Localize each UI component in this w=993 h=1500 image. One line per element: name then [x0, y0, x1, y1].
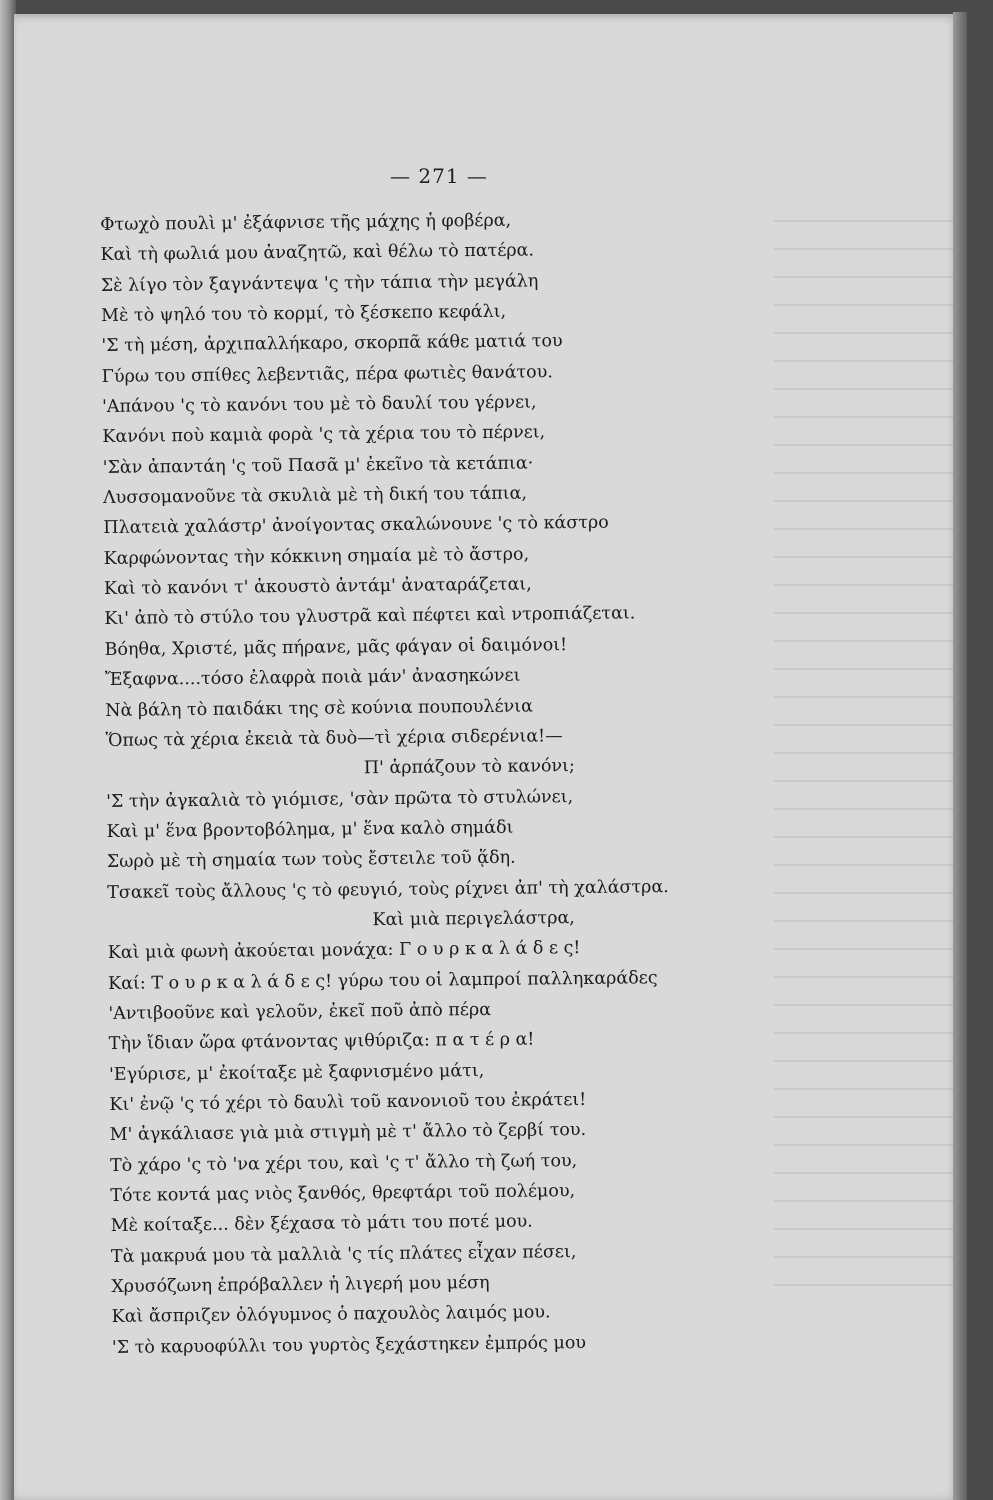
poem-line: Τὸ χάρο 'ς τὸ 'να χέρι του, καὶ 'ς τ' ἄλλο τὴ ζωή του,: [109, 1150, 578, 1176]
poem-line: Τσακεῖ τοὺς ἄλλους 'ς τὸ φευγιό, τοὺς ρίχνει ἀπ' τὴ χαλάστρα.: [107, 876, 669, 903]
poem-line: Καὶ ἄσπριζεν ὁλόγυμνος ὁ παχουλὸς λαιμός μου.: [111, 1302, 551, 1328]
poem-text: [100, 203, 812, 1363]
poem-line: Μὲ τὸ ψηλό του τὸ κορμί, τὸ ξέσκεπο κεφάλι,: [101, 301, 507, 327]
poem-line: Νὰ βάλη τὸ παιδάκι της σὲ κούνια πουπουλένια: [105, 695, 534, 721]
poem-line: Τότε κοντά μας νιὸς ξανθός, θρεφτάρι τοῦ πολέμου,: [110, 1181, 576, 1206]
poem-line: Λυσσομανοῦνε τὰ σκυλιὰ μὲ τὴ δική του τάπια,: [102, 483, 528, 509]
poem-line: 'Σ τὴ μέση, ἀρχιπαλλήκαρο, σκορπᾶ κάθε ματιά του: [101, 331, 563, 357]
poem-line: Σὲ λίγο τὸν ξαγνάντεψα 'ς τὴν τάπια τὴν μεγάλη: [100, 271, 539, 296]
poem-line: 'Σ τὸ καρυοφύλλι του γυρτὸς ξεχάστηκεν ἐμπρός μου: [111, 1332, 587, 1358]
poem-line: Φτωχὸ πουλὶ μ' ἐξάφνισε τῆς μάχης ἡ φοβέρα,: [100, 210, 512, 235]
poem-line: Σωρὸ μὲ τὴ σημαία των τοὺς ἔστειλε τοῦ ᾅδη.: [106, 847, 516, 873]
poem-line: Τὴν ἴδιαν ὥρα φτάνοντας ψιθύριζα: π α τ έ ρ α!: [108, 1029, 535, 1055]
poem-line: Καρφώνοντας τὴν κόκκινη σημαία μὲ τὸ ἄστρο,: [103, 544, 530, 569]
poem-line: Καὶ μιὰ περιγελάστρα,: [372, 907, 575, 931]
poem-line: Πλατειὰ χαλάστρ' ἀνοίγοντας σκαλώνουνε 'ς τὸ κάστρο: [103, 513, 609, 539]
poem-line: Καὶ μιὰ φωνὴ ἀκούεται μονάχα: Γ ο υ ρ κ α λ ά δ ε ς!: [107, 938, 581, 964]
poem-line: Π' ἁρπάζουν τὸ κανόνι;: [363, 756, 575, 779]
poem-line: Καὶ τὴ φωλιά μου ἀναζητῶ, καὶ θέλω τὸ πατέρα.: [100, 240, 535, 266]
poem-line: Γύρω του σπίθες λεβεντιᾶς, πέρα φωτιὲς θανάτου.: [101, 361, 553, 387]
poem-line: 'Αντιβοοῦνε καὶ γελοῦν, ἐκεῖ ποῦ ἀπὸ πέρα: [108, 999, 492, 1024]
poem-line: Βόηθα, Χριστέ, μᾶς πήρανε, μᾶς φάγαν οἱ δαιμόνοι!: [104, 634, 568, 660]
book-page: [14, 14, 960, 1500]
poem-line: Χρυσόζωνη ἐπρόβαλλεν ἡ λιγερή μου μέση: [111, 1273, 490, 1297]
poem-line: 'Εγύρισε, μ' ἐκοίταξε μὲ ξαφνισμένο μάτι,: [108, 1060, 485, 1085]
poem-line: Κι' ἀπὸ τὸ στύλο του γλυστρᾶ καὶ πέφτει καὶ ντροπιάζεται.: [104, 603, 636, 630]
poem-line: Ὅπως τὰ χέρια ἐκειὰ τὰ δυὸ—τὶ χέρια σιδερένια!—: [105, 726, 563, 751]
poem-line: Μ' ἀγκάλιασε γιὰ μιὰ στιγμὴ μὲ τ' ἄλλο τὸ ζερβί του.: [109, 1120, 587, 1146]
poem-line: 'Απάνου 'ς τὸ κανόνι του μὲ τὸ δαυλί του γέρνει,: [101, 392, 537, 418]
poem-line: Καί: Τ ο υ ρ κ α λ ά δ ε ς! γύρω του οἱ λαμπροί παλληκαράδες: [107, 967, 658, 994]
poem-line: 'Σὰν ἀπαντάη 'ς τοῦ Πασᾶ μ' ἐκεῖνο τὰ κετάπια·: [102, 453, 534, 478]
poem-line: Μὲ κοίταξε... δὲν ξέχασα τὸ μάτι του ποτέ μου.: [110, 1211, 533, 1237]
poem-line: 'Σ τὴν ἀγκαλιὰ τὸ γιόμισε, 'σὰν πρῶτα τὸ στυλώνει,: [106, 786, 574, 812]
poem-line: Τὰ μακρυά μου τὰ μαλλιὰ 'ς τίς πλάτες εἶχαν πέσει,: [110, 1241, 577, 1267]
page-right-edge: [953, 12, 967, 1500]
page-number: — 271 —: [390, 164, 488, 188]
poem-line: Κανόνι ποὺ καμιὰ φορὰ 'ς τὰ χέρια του τὸ πέρνει,: [102, 422, 546, 448]
poem-line: Ἔξαφνα....τόσο ἐλαφρὰ ποιὰ μάν' ἀνασηκώνει: [104, 665, 521, 691]
poem-line: Κι' ἐνῷ 'ς τό χέρι τὸ δαυλὶ τοῦ κανονιοῦ του ἐκράτει!: [109, 1089, 587, 1115]
poem-line: Καὶ τὸ κανόνι τ' ἀκουστὸ ἀντάμ' ἀναταράζεται,: [103, 574, 532, 600]
poem-line: Καὶ μ' ἕνα βροντοβόλημα, μ' ἕνα καλὸ σημάδι: [106, 817, 514, 842]
